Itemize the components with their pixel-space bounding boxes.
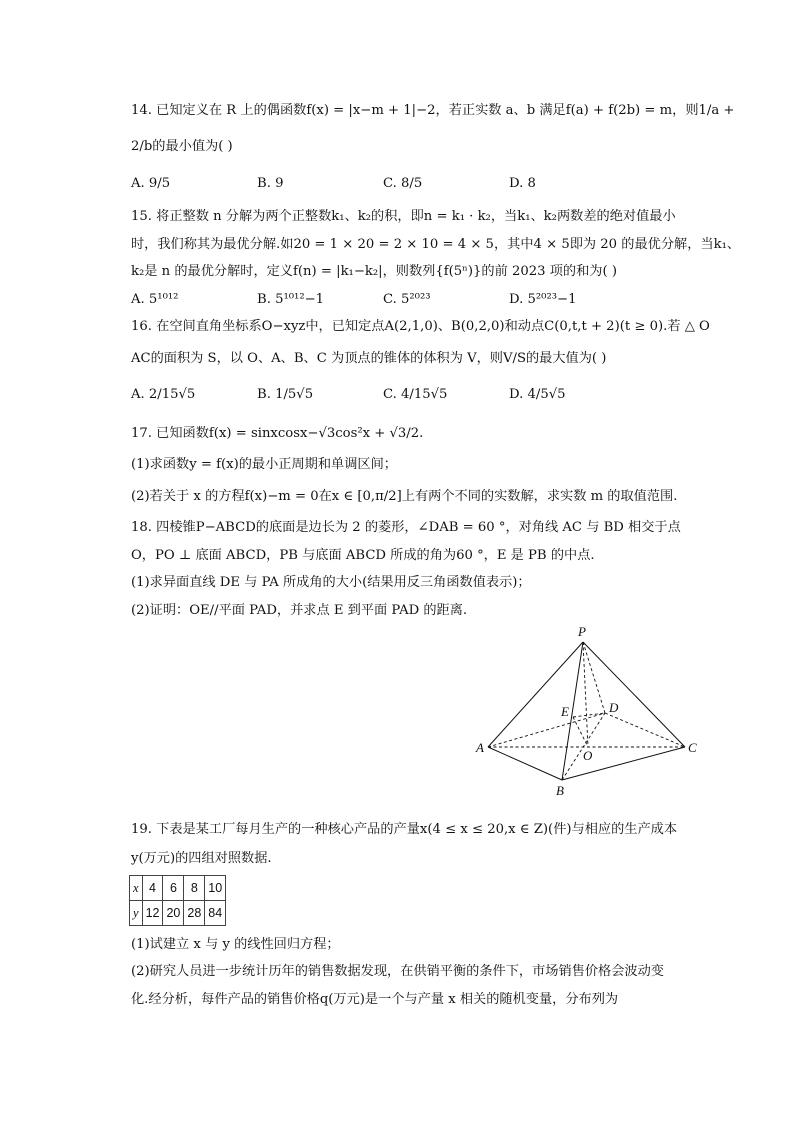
table-cell: 6 (163, 876, 184, 901)
q16-option-c: C. 4/15√5 (383, 387, 448, 402)
table-cell: 4 (142, 876, 163, 901)
label-b: B (556, 783, 564, 798)
q14-option-a: A. 9/5 (131, 176, 171, 191)
table-row (130, 876, 226, 901)
table-row (130, 901, 226, 926)
q16-option-b: B. 1/5√5 (257, 387, 314, 402)
q14-line1: 14. 已知定义在 R 上的偶函数f(x) = |x−m + 1|−2，若正实数 a、b 满足f(a) + f(2b) = m，则1/a + (131, 103, 735, 118)
q15-line2: 时，我们称其为最优分解.如20 = 1 × 20 = 2 × 10 = 4 × 5，其中4 × 5即为 20 的最优分解，当k₁、 (131, 237, 741, 252)
q15-option-a: A. 5¹⁰¹² (131, 292, 179, 307)
q18-line2: O，PO ⊥ 底面 ABCD，PB 与底面 ABCD 所成的角为60 °，E 是 PB 的中点. (131, 548, 595, 563)
label-a: A (476, 740, 484, 755)
table-cell: 8 (184, 876, 205, 901)
data-table (129, 875, 226, 926)
q18-line1: 18. 四棱锥P−ABCD的底面是边长为 2 的菱形，∠DAB = 60 °，对角线 AC 与 BD 相交于点 (131, 520, 681, 535)
q16-line1: 16. 在空间直角坐标系O−xyz中，已知定点A(2,1,0)、B(0,2,0)和动点C(0,t,t + 2)(t ≥ 0).若 △ O (131, 319, 710, 334)
q15-option-c: C. 5²⁰²³ (383, 292, 431, 307)
table-cell: 20 (163, 901, 184, 926)
label-e: E (561, 704, 569, 719)
q14-option-d: D. 8 (509, 176, 536, 191)
q17-line2: (1)求函数y = f(x)的最小正周期和单调区间； (131, 457, 397, 472)
q19-line3: (1)试建立 x 与 y 的线性回归方程； (131, 937, 340, 952)
q16-option-a: A. 2/15√5 (131, 387, 196, 402)
edge-pc (583, 642, 685, 747)
q18-line3: (1)求异面直线 DE 与 PA 所成角的大小(结果用反三角函数值表示)； (131, 575, 531, 590)
q17-line1: 17. 已知函数f(x) = sinxcosx−√3cos²x + √3/2. (131, 426, 424, 441)
q14-option-b: B. 9 (257, 176, 284, 191)
q15-line3: k₂是 n 的最优分解时，定义f(n) = |k₁−k₂|，则数列{f(5ⁿ)}的前 2023 项的和为( ) (131, 264, 617, 279)
table-cell: 10 (205, 876, 226, 901)
table-cell: x (130, 876, 143, 901)
edge-po (583, 642, 588, 747)
table-cell: 12 (142, 901, 163, 926)
table-cell: y (130, 901, 143, 926)
q16-line2: AC的面积为 S，以 O、A、B、C 为顶点的锥体的体积为 V，则V/S的最大值为( ) (131, 351, 607, 366)
q15-line1: 15. 将正整数 n 分解为两个正整数k₁、k₂的积，即n = k₁ · k₂，当k₁、k₂两数差的绝对值最小 (131, 209, 676, 224)
q15-option-d: D. 5²⁰²³−1 (509, 292, 577, 307)
label-o: O (583, 748, 593, 763)
edge-dc (605, 713, 685, 747)
label-c: C (688, 740, 697, 755)
q17-line3: (2)若关于 x 的方程f(x)−m = 0在x ∈ [0,π/2]上有两个不同的实数解，求实数 m 的取值范围. (131, 489, 678, 504)
label-d: D (609, 700, 619, 715)
q18-line4: (2)证明：OE//平面 PAD，并求点 E 到平面 PAD 的距离. (131, 603, 468, 618)
q19-line2: y(万元)的四组对照数据. (131, 851, 272, 866)
q19-line4: (2)研究人员进一步统计历年的销售数据发现，在供销平衡的条件下，市场销售价格会波动变 (131, 964, 664, 979)
label-p: P (578, 624, 586, 639)
q14-option-c: C. 8/5 (383, 176, 423, 191)
segment-ed (573, 713, 605, 717)
q15-option-b: B. 5¹⁰¹²−1 (257, 292, 325, 307)
q19-line5: 化.经分析，每件产品的销售价格q(万元)是一个与产量 x 相关的随机变量，分布列为 (131, 992, 619, 1007)
q14-line2: 2/b的最小值为( ) (131, 139, 233, 154)
q16-option-d: D. 4/5√5 (509, 387, 566, 402)
edge-pa (488, 642, 583, 747)
table-cell: 28 (184, 901, 205, 926)
table-cell: 84 (205, 901, 226, 926)
edge-ab (488, 747, 562, 780)
pyramid-figure (470, 620, 710, 805)
q19-line1: 19. 下表是某工厂每月生产的一种核心产品的产量x(4 ≤ x ≤ 20,x ∈ Z)(件)与相应的生产成本 (131, 822, 678, 837)
